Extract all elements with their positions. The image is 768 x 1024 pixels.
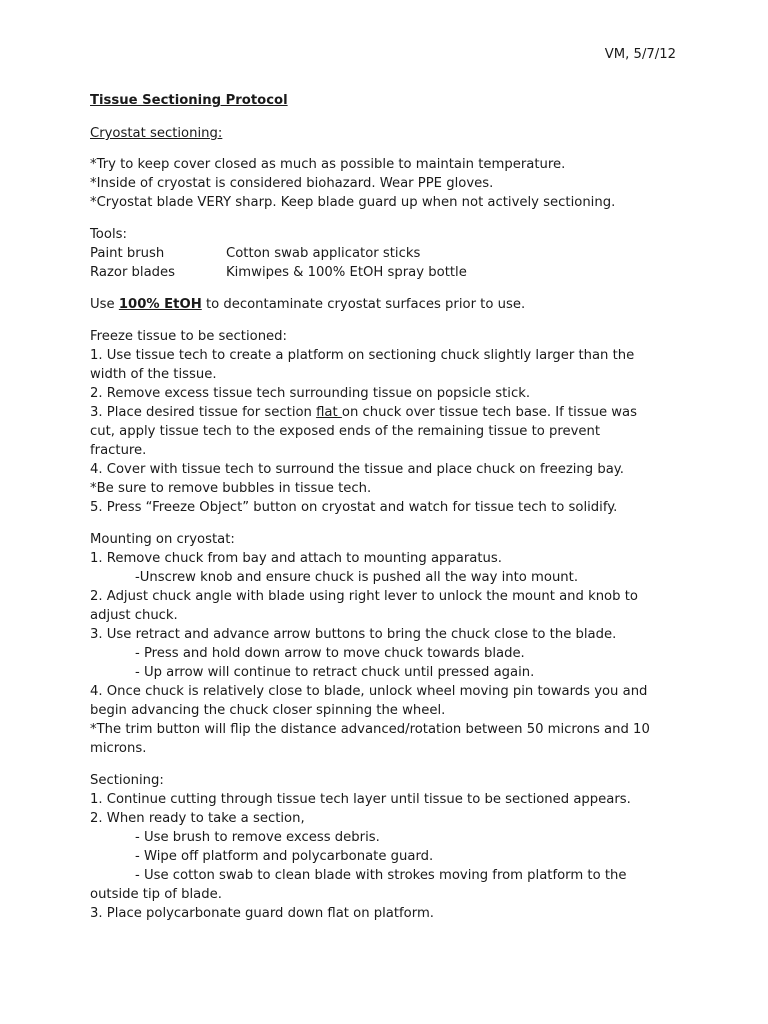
freeze-text: on chuck over tissue tech base. If tissue was xyxy=(341,405,637,420)
tools-item: Cotton swab applicator sticks xyxy=(226,246,421,261)
sectioning-step: 1. Continue cutting through tissue tech layer until tissue to be sectioned appears. xyxy=(90,792,631,807)
mounting-step: adjust chuck. xyxy=(90,608,178,623)
mounting-note: microns. xyxy=(90,741,147,756)
freeze-step: width of the tissue. xyxy=(90,367,217,382)
decon-text: Use xyxy=(90,297,119,312)
mounting-step: 1. Remove chuck from bay and attach to mounting apparatus. xyxy=(90,551,502,566)
mounting-substep: - Press and hold down arrow to move chuck towards blade. xyxy=(135,646,525,661)
mounting-substep: -Unscrew knob and ensure chuck is pushed all the way into mount. xyxy=(135,570,579,585)
mounting-step: begin advancing the chuck closer spinning the wheel. xyxy=(90,703,446,718)
tools-item: Razor blades xyxy=(90,265,176,280)
sectioning-substep: - Use cotton swab to clean blade with strokes moving from platform to the xyxy=(135,868,627,883)
tools-item: Kimwipes & 100% EtOH spray bottle xyxy=(226,265,467,280)
mounting-step: 2. Adjust chuck angle with blade using right lever to unlock the mount and knob to xyxy=(90,589,638,604)
mounting-note: *The trim button will flip the distance advanced/rotation between 50 microns and 10 xyxy=(90,722,650,737)
decon-text: to decontaminate cryostat surfaces prior to use. xyxy=(201,297,526,312)
tools-heading: Tools: xyxy=(90,227,127,242)
freeze-heading: Freeze tissue to be sectioned: xyxy=(90,329,287,344)
cryostat-note: *Cryostat blade VERY sharp. Keep blade guard up when not actively sectioning. xyxy=(90,195,616,210)
sectioning-step: 2. When ready to take a section, xyxy=(90,811,305,826)
mounting-substep: - Up arrow will continue to retract chuck until pressed again. xyxy=(135,665,535,680)
freeze-step: cut, apply tissue tech to the exposed ends of the remaining tissue to prevent xyxy=(90,424,601,439)
header-initials-date: VM, 5/7/12 xyxy=(604,47,676,62)
sectioning-step: 3. Place polycarbonate guard down flat on platform. xyxy=(90,906,434,921)
decon-emphasis: 100% EtOH xyxy=(118,297,202,312)
freeze-note: *Be sure to remove bubbles in tissue tech. xyxy=(90,481,372,496)
sectioning-heading: Sectioning: xyxy=(90,773,164,788)
decontamination-instruction xyxy=(90,295,525,314)
freeze-step: 4. Cover with tissue tech to surround the tissue and place chuck on freezing bay. xyxy=(90,462,624,477)
freeze-text: 3. Place desired tissue for section xyxy=(90,405,317,420)
mounting-step: 3. Use retract and advance arrow buttons to bring the chuck close to the blade. xyxy=(90,627,617,642)
cryostat-heading: Cryostat sectioning: xyxy=(90,126,223,141)
freeze-step: 5. Press “Freeze Object” button on cryostat and watch for tissue tech to solidify. xyxy=(90,500,618,515)
freeze-step: 1. Use tissue tech to create a platform on sectioning chuck slightly larger than the xyxy=(90,348,635,363)
cryostat-note: *Try to keep cover closed as much as possible to maintain temperature. xyxy=(90,157,566,172)
freeze-step: fracture. xyxy=(90,443,147,458)
cryostat-note: *Inside of cryostat is considered biohazard. Wear PPE gloves. xyxy=(90,176,494,191)
freeze-flat-emphasis: flat xyxy=(316,405,342,420)
tools-item: Paint brush xyxy=(90,246,165,261)
sectioning-substep: - Use brush to remove excess debris. xyxy=(135,830,380,845)
freeze-step xyxy=(90,403,637,422)
document-title: Tissue Sectioning Protocol xyxy=(90,93,288,108)
mounting-heading: Mounting on cryostat: xyxy=(90,532,235,547)
sectioning-substep: outside tip of blade. xyxy=(90,887,222,902)
mounting-step: 4. Once chuck is relatively close to blade, unlock wheel moving pin towards you and xyxy=(90,684,648,699)
freeze-step: 2. Remove excess tissue tech surrounding tissue on popsicle stick. xyxy=(90,386,531,401)
sectioning-substep: - Wipe off platform and polycarbonate guard. xyxy=(135,849,434,864)
